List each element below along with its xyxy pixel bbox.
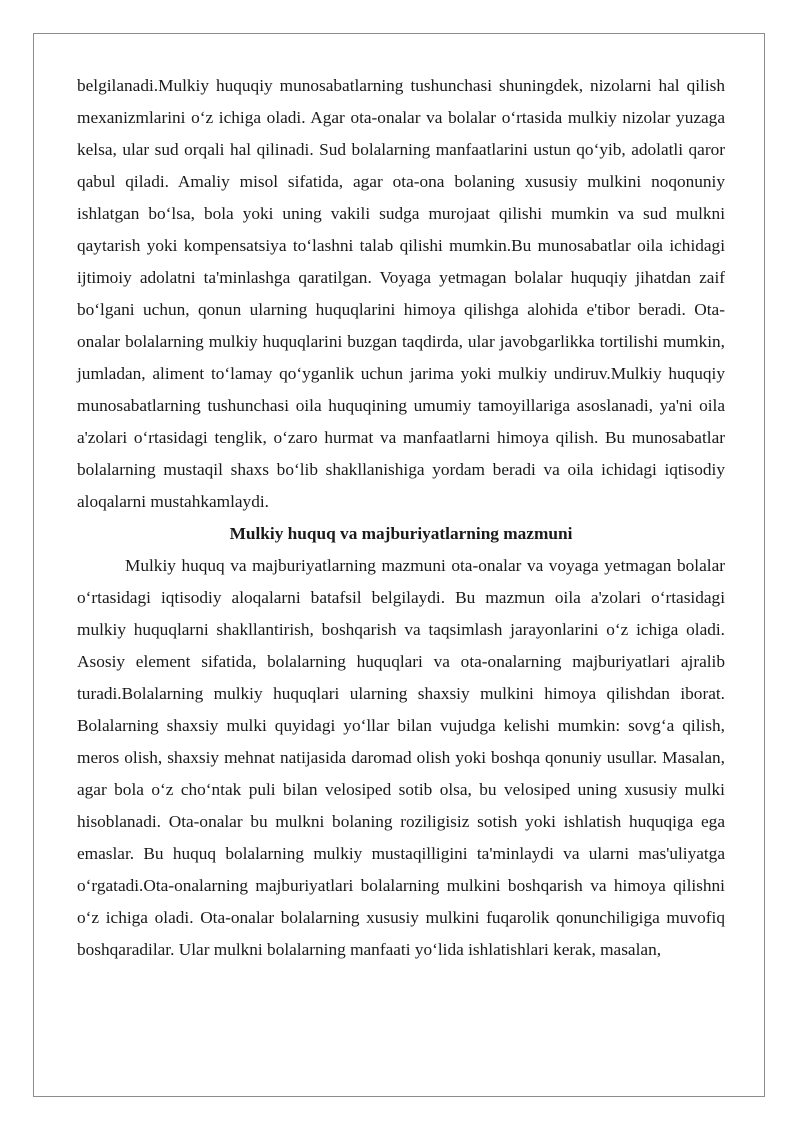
body-paragraph-2: Mulkiy huquq va majburiyatlarning mazmuni ota-onalar va voyaga yetmagan bolalar o‘rtasidagi iqtisodiy aloqalarni batafsil belgilaydi. Bu mazmun oila a'zolari o‘rtasidagi mulkiy huquqlarni shakllantirish, boshqarish va taqsimlash jarayonlarini o‘z ichiga oladi. Asosiy element sifatida, bolalarning huquqlari va ota-onalarning majburiyatlari ajralib turadi.Bolalarning mulkiy huquqlari ularning shaxsiy mulkini himoya qilishdan iborat. Bolalarning shaxsiy mulki quyidagi yo‘llar bilan vujudga kelishi mumkin: sovg‘a qilish, meros olish, shaxsiy mehnat natijasida daromad olish yoki boshqa qonuniy usullar. Masalan, agar bola o‘z cho‘ntak puli bilan velosiped sotib olsa, bu velosiped uning xususiy mulki hisoblanadi. Ota-onalar bu mulkni bolaning roziligisiz sotish yoki ishlatish huquqiga ega emaslar. Bu huquq bolalarning mulkiy mustaqilligini ta'minlaydi va ularni mas'uliyatga o‘rgatadi.Ota-onalarning majburiyatlari bolalarning mulkini boshqarish va himoya qilishni o‘z ichiga oladi. Ota-onalar bolalarning xususiy mulkini fuqarolik qonunchiligiga muvofiq boshqaradilar. Ular mulkni bolalarning manfaati yo‘lida ishlatishlari kerak, masalan, [77,556,725,959]
body-paragraph-1: belgilanadi.Mulkiy huquqiy munosabatlarning tushunchasi shuningdek, nizolarni hal qilish mexanizmlarini o‘z ichiga oladi. Agar ota-onalar va bolalar o‘rtasida mulkiy nizolar yuzaga kelsa, ular sud orqali hal qilinadi. Sud bolalarning manfaatlarini ustun qo‘yib, adolatli qaror qabul qiladi. Amaliy misol sifatida, agar ota-ona bolaning xususiy mulkini noqonuniy ishlatgan bo‘lsa, bola yoki uning vakili sudga murojaat qilishi mumkin va sud mulkni qaytarish yoki kompensatsiya to‘lashni talab qilishi mumkin.Bu munosabatlar oila ichidagi ijtimoiy adolatni ta'minlashga qaratilgan. Voyaga yetmagan bolalar huquqiy jihatdan zaif bo‘lgani uchun, qonun ularning huquqlarini himoya qilishga alohida e'tibor beradi. Ota-onalar bolalarning mulkiy huquqlarini buzgan taqdirda, ular javobgarlikka tortilishi mumkin, jumladan, aliment to‘lamay qo‘yganlik uchun jarima yoki mulkiy undiruv.Mulkiy huquqiy munosabatlarning tushunchasi oila huquqining umumiy tamoyillariga asoslanadi, ya'ni oila a'zolari o‘rtasidagi tenglik, o‘zaro hurmat va manfaatlarni himoya qilish. Bu munosabatlar bolalarning mustaqil shaxs bo‘lib shakllanishiga yordam beradi va oila ichidagi iqtisodiy aloqalarni mustahkamlaydi. [77,76,725,511]
document-body [77,70,725,966]
section-heading: Mulkiy huquq va majburiyatlarning mazmuni [229,524,573,543]
